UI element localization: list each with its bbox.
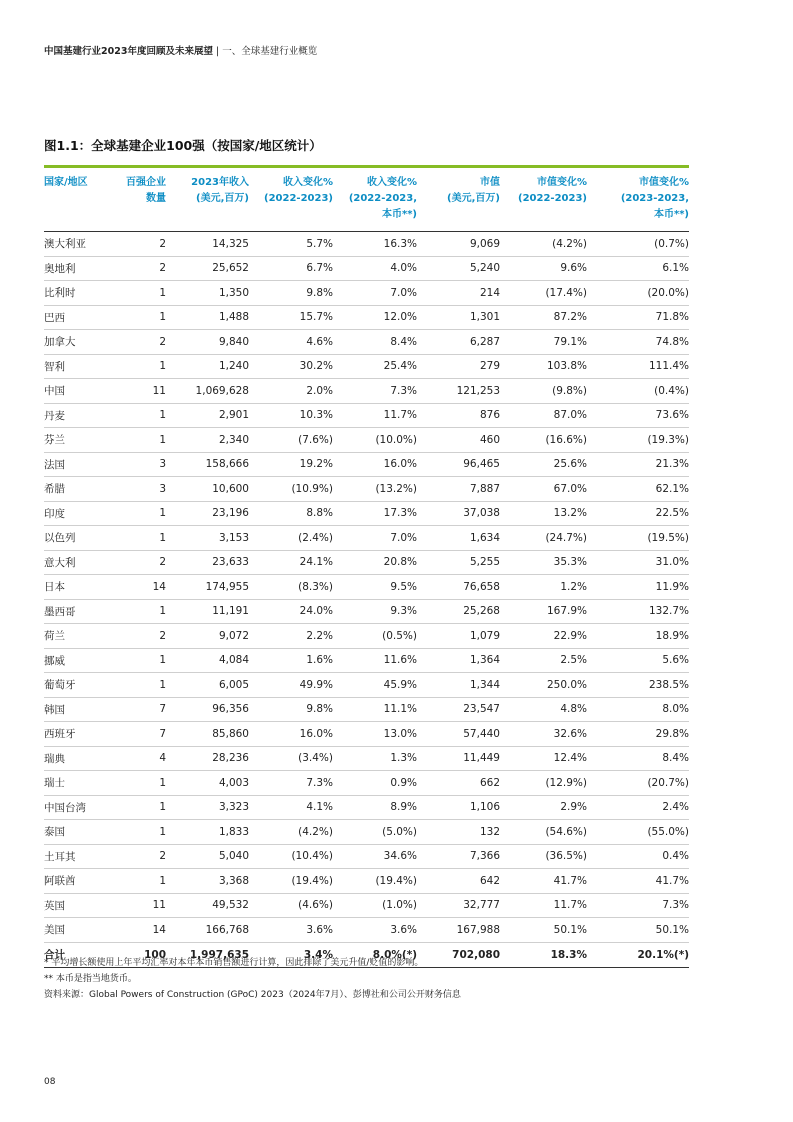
- table-cell: 1.6%: [249, 648, 333, 673]
- table-cell: 3: [112, 452, 166, 477]
- table-row: [44, 722, 689, 747]
- table-cell: (4.2%): [249, 820, 333, 845]
- country-table-container: [44, 165, 689, 968]
- table-cell: 32,777: [417, 893, 500, 918]
- table-row: [44, 452, 689, 477]
- table-cell: (9.8%): [500, 379, 587, 404]
- column-header: 市值变化% (2022-2023): [500, 168, 587, 232]
- table-cell: 20.1%(*): [587, 942, 689, 967]
- table-row: [44, 379, 689, 404]
- table-cell: 11.1%: [333, 697, 417, 722]
- table-cell: (20.7%): [587, 771, 689, 796]
- country-cell: 泰国: [44, 820, 112, 845]
- table-cell: 15.7%: [249, 305, 333, 330]
- table-cell: 1,079: [417, 624, 500, 649]
- table-cell: 96,356: [166, 697, 249, 722]
- country-cell: 印度: [44, 501, 112, 526]
- table-cell: 4,003: [166, 771, 249, 796]
- table-cell: (20.0%): [587, 281, 689, 306]
- table-row: [44, 771, 689, 796]
- country-cell: 挪威: [44, 648, 112, 673]
- column-header: 国家/地区: [44, 168, 112, 232]
- table-cell: 1: [112, 648, 166, 673]
- table-cell: 21.3%: [587, 452, 689, 477]
- table-cell: 9.6%: [500, 256, 587, 281]
- country-cell: 意大利: [44, 550, 112, 575]
- footnote-local-currency: ** 本币是指当地货币。: [44, 974, 137, 984]
- table-row: [44, 869, 689, 894]
- table-cell: 7.0%: [333, 526, 417, 551]
- table-cell: 214: [417, 281, 500, 306]
- table-cell: 2: [112, 232, 166, 257]
- table-cell: 7.0%: [333, 281, 417, 306]
- table-cell: 2,340: [166, 428, 249, 453]
- table-cell: 167,988: [417, 918, 500, 943]
- table-cell: 16.0%: [333, 452, 417, 477]
- table-cell: 11,449: [417, 746, 500, 771]
- table-cell: (4.2%): [500, 232, 587, 257]
- table-cell: 6,005: [166, 673, 249, 698]
- table-body: [44, 232, 689, 968]
- table-cell: 876: [417, 403, 500, 428]
- country-cell: 中国: [44, 379, 112, 404]
- table-cell: 23,547: [417, 697, 500, 722]
- table-cell: 9,072: [166, 624, 249, 649]
- table-cell: (10.4%): [249, 844, 333, 869]
- table-cell: (55.0%): [587, 820, 689, 845]
- table-cell: 7,366: [417, 844, 500, 869]
- country-cell: 澳大利亚: [44, 232, 112, 257]
- table-cell: 2.5%: [500, 648, 587, 673]
- table-cell: 5,040: [166, 844, 249, 869]
- header-separator: |: [212, 46, 223, 57]
- table-cell: 1.2%: [500, 575, 587, 600]
- table-cell: 23,633: [166, 550, 249, 575]
- table-row: [44, 354, 689, 379]
- country-table: [44, 168, 689, 968]
- table-cell: 8.9%: [333, 795, 417, 820]
- table-cell: 28,236: [166, 746, 249, 771]
- table-cell: 12.4%: [500, 746, 587, 771]
- column-header: 百强企业 数量: [112, 168, 166, 232]
- footnotes: [44, 955, 461, 1003]
- table-cell: 2: [112, 330, 166, 355]
- table-cell: 4: [112, 746, 166, 771]
- table-row: [44, 746, 689, 771]
- table-cell: (12.9%): [500, 771, 587, 796]
- country-cell: 阿联酋: [44, 869, 112, 894]
- table-cell: 4.1%: [249, 795, 333, 820]
- table-cell: 1: [112, 820, 166, 845]
- table-cell: 1: [112, 281, 166, 306]
- table-cell: 3.4%: [249, 942, 333, 967]
- table-row: [44, 918, 689, 943]
- table-cell: 1,240: [166, 354, 249, 379]
- table-cell: 1: [112, 428, 166, 453]
- table-row: [44, 501, 689, 526]
- table-cell: 3,368: [166, 869, 249, 894]
- table-cell: 3,153: [166, 526, 249, 551]
- table-cell: 6.1%: [587, 256, 689, 281]
- table-cell: 50.1%: [500, 918, 587, 943]
- table-cell: 41.7%: [500, 869, 587, 894]
- table-cell: (0.5%): [333, 624, 417, 649]
- table-cell: (2.4%): [249, 526, 333, 551]
- table-cell: (19.5%): [587, 526, 689, 551]
- country-cell: 英国: [44, 893, 112, 918]
- country-cell: 日本: [44, 575, 112, 600]
- table-cell: 10,600: [166, 477, 249, 502]
- table-cell: (0.4%): [587, 379, 689, 404]
- table-cell: 49.9%: [249, 673, 333, 698]
- table-cell: 1,364: [417, 648, 500, 673]
- table-row: [44, 428, 689, 453]
- table-cell: 2.2%: [249, 624, 333, 649]
- table-cell: 32.6%: [500, 722, 587, 747]
- column-header: 市值 (美元,百万): [417, 168, 500, 232]
- table-cell: 11: [112, 893, 166, 918]
- table-cell: 5.6%: [587, 648, 689, 673]
- table-cell: 4,084: [166, 648, 249, 673]
- table-cell: 25.6%: [500, 452, 587, 477]
- table-cell: 73.6%: [587, 403, 689, 428]
- table-cell: 74.8%: [587, 330, 689, 355]
- table-cell: 22.9%: [500, 624, 587, 649]
- country-cell: 合计: [44, 942, 112, 967]
- table-cell: (10.9%): [249, 477, 333, 502]
- table-cell: 9,840: [166, 330, 249, 355]
- table-cell: 8.0%: [587, 697, 689, 722]
- table-cell: 25.4%: [333, 354, 417, 379]
- table-cell: 3,323: [166, 795, 249, 820]
- table-cell: 103.8%: [500, 354, 587, 379]
- table-cell: 29.8%: [587, 722, 689, 747]
- table-cell: 35.3%: [500, 550, 587, 575]
- table-cell: 67.0%: [500, 477, 587, 502]
- table-cell: 2.9%: [500, 795, 587, 820]
- column-header: 2023年收入 (美元,百万): [166, 168, 249, 232]
- table-row: [44, 305, 689, 330]
- table-cell: (0.7%): [587, 232, 689, 257]
- table-cell: 10.3%: [249, 403, 333, 428]
- table-cell: (19.4%): [333, 869, 417, 894]
- table-cell: 7: [112, 697, 166, 722]
- table-cell: 87.0%: [500, 403, 587, 428]
- table-cell: 19.2%: [249, 452, 333, 477]
- table-cell: 25,652: [166, 256, 249, 281]
- table-row: [44, 281, 689, 306]
- footnote-average-growth: * 平均增长额使用上年平均汇率对本年本币销售额进行计算，因此排除了美元升值/贬值的影响。: [44, 958, 424, 968]
- table-cell: (16.6%): [500, 428, 587, 453]
- table-cell: 37,038: [417, 501, 500, 526]
- table-row: [44, 575, 689, 600]
- table-row: [44, 526, 689, 551]
- table-cell: 3: [112, 477, 166, 502]
- table-cell: 11,191: [166, 599, 249, 624]
- table-cell: 1: [112, 403, 166, 428]
- table-cell: 167.9%: [500, 599, 587, 624]
- table-cell: 20.8%: [333, 550, 417, 575]
- table-cell: 24.1%: [249, 550, 333, 575]
- table-cell: 1: [112, 305, 166, 330]
- section-title: 一、全球基建行业概览: [222, 46, 318, 57]
- country-cell: 墨西哥: [44, 599, 112, 624]
- table-cell: 41.7%: [587, 869, 689, 894]
- table-cell: (8.3%): [249, 575, 333, 600]
- table-cell: 14: [112, 575, 166, 600]
- table-cell: 1: [112, 599, 166, 624]
- table-cell: 9.8%: [249, 281, 333, 306]
- table-cell: 642: [417, 869, 500, 894]
- country-cell: 瑞士: [44, 771, 112, 796]
- table-cell: 2,901: [166, 403, 249, 428]
- table-cell: 1,301: [417, 305, 500, 330]
- table-cell: (36.5%): [500, 844, 587, 869]
- table-cell: 4.8%: [500, 697, 587, 722]
- country-cell: 奥地利: [44, 256, 112, 281]
- table-cell: 13.2%: [500, 501, 587, 526]
- table-cell: 166,768: [166, 918, 249, 943]
- country-cell: 葡萄牙: [44, 673, 112, 698]
- table-cell: 9,069: [417, 232, 500, 257]
- table-cell: 11: [112, 379, 166, 404]
- table-cell: 25,268: [417, 599, 500, 624]
- table-cell: (13.2%): [333, 477, 417, 502]
- table-row: [44, 820, 689, 845]
- table-cell: 23,196: [166, 501, 249, 526]
- table-cell: 2.4%: [587, 795, 689, 820]
- table-cell: 6.7%: [249, 256, 333, 281]
- table-cell: 24.0%: [249, 599, 333, 624]
- table-cell: 9.8%: [249, 697, 333, 722]
- running-header: [44, 43, 317, 57]
- table-cell: 8.8%: [249, 501, 333, 526]
- table-cell: 31.0%: [587, 550, 689, 575]
- table-cell: 111.4%: [587, 354, 689, 379]
- country-cell: 法国: [44, 452, 112, 477]
- table-cell: 87.2%: [500, 305, 587, 330]
- table-cell: 2: [112, 844, 166, 869]
- table-cell: 34.6%: [333, 844, 417, 869]
- table-cell: (24.7%): [500, 526, 587, 551]
- table-cell: 8.4%: [333, 330, 417, 355]
- table-cell: 5.7%: [249, 232, 333, 257]
- country-cell: 丹麦: [44, 403, 112, 428]
- table-cell: 1,488: [166, 305, 249, 330]
- table-cell: 14: [112, 918, 166, 943]
- column-header: 市值变化% (2023-2023, 本币**): [587, 168, 689, 232]
- table-cell: 1: [112, 526, 166, 551]
- table-cell: 121,253: [417, 379, 500, 404]
- table-cell: 1.3%: [333, 746, 417, 771]
- table-cell: 57,440: [417, 722, 500, 747]
- table-cell: 45.9%: [333, 673, 417, 698]
- table-cell: 1: [112, 869, 166, 894]
- table-cell: 17.3%: [333, 501, 417, 526]
- table-cell: 16.0%: [249, 722, 333, 747]
- table-cell: 7,887: [417, 477, 500, 502]
- table-cell: 76,658: [417, 575, 500, 600]
- country-cell: 美国: [44, 918, 112, 943]
- table-header-row: [44, 168, 689, 232]
- table-cell: (1.0%): [333, 893, 417, 918]
- table-row: [44, 648, 689, 673]
- table-cell: 2: [112, 256, 166, 281]
- table-cell: 2: [112, 624, 166, 649]
- country-cell: 智利: [44, 354, 112, 379]
- table-cell: 3.6%: [249, 918, 333, 943]
- table-cell: 100: [112, 942, 166, 967]
- table-cell: 22.5%: [587, 501, 689, 526]
- table-cell: (17.4%): [500, 281, 587, 306]
- column-header: 收入变化% (2022-2023, 本币**): [333, 168, 417, 232]
- table-cell: 1: [112, 771, 166, 796]
- table-cell: 1,350: [166, 281, 249, 306]
- table-row: [44, 844, 689, 869]
- table-row: [44, 599, 689, 624]
- table-row: [44, 477, 689, 502]
- table-cell: 13.0%: [333, 722, 417, 747]
- table-cell: 18.9%: [587, 624, 689, 649]
- table-cell: 30.2%: [249, 354, 333, 379]
- table-row: [44, 256, 689, 281]
- country-cell: 希腊: [44, 477, 112, 502]
- table-cell: 4.0%: [333, 256, 417, 281]
- country-cell: 荷兰: [44, 624, 112, 649]
- table-cell: 14,325: [166, 232, 249, 257]
- table-cell: 0.4%: [587, 844, 689, 869]
- table-row: [44, 697, 689, 722]
- table-cell: 4.6%: [249, 330, 333, 355]
- table-cell: 279: [417, 354, 500, 379]
- table-cell: 1,833: [166, 820, 249, 845]
- table-cell: 2.0%: [249, 379, 333, 404]
- table-row: [44, 403, 689, 428]
- column-header: 收入变化% (2022-2023): [249, 168, 333, 232]
- table-cell: 7.3%: [333, 379, 417, 404]
- table-row: [44, 795, 689, 820]
- table-cell: 3.6%: [333, 918, 417, 943]
- table-cell: 1,106: [417, 795, 500, 820]
- table-cell: 2: [112, 550, 166, 575]
- table-cell: 1,344: [417, 673, 500, 698]
- table-row: [44, 232, 689, 257]
- table-cell: 18.3%: [500, 942, 587, 967]
- table-cell: 12.0%: [333, 305, 417, 330]
- table-cell: 7.3%: [249, 771, 333, 796]
- table-cell: 662: [417, 771, 500, 796]
- table-cell: 0.9%: [333, 771, 417, 796]
- table-cell: 1: [112, 795, 166, 820]
- table-cell: 9.5%: [333, 575, 417, 600]
- country-cell: 中国台湾: [44, 795, 112, 820]
- table-cell: (19.4%): [249, 869, 333, 894]
- country-cell: 瑞典: [44, 746, 112, 771]
- table-cell: 11.6%: [333, 648, 417, 673]
- table-cell: 11.7%: [500, 893, 587, 918]
- table-cell: 460: [417, 428, 500, 453]
- table-cell: (7.6%): [249, 428, 333, 453]
- data-source: 资料来源：Global Powers of Construction (GPoC) 2023（2024年7月）、彭博社和公司公开财务信息: [44, 990, 461, 1000]
- table-cell: 158,666: [166, 452, 249, 477]
- country-cell: 比利时: [44, 281, 112, 306]
- table-cell: 49,532: [166, 893, 249, 918]
- table-cell: 8.0%(*): [333, 942, 417, 967]
- table-cell: 7.3%: [587, 893, 689, 918]
- table-cell: 6,287: [417, 330, 500, 355]
- table-cell: 7: [112, 722, 166, 747]
- table-cell: (10.0%): [333, 428, 417, 453]
- country-cell: 以色列: [44, 526, 112, 551]
- table-cell: 9.3%: [333, 599, 417, 624]
- table-cell: 1: [112, 354, 166, 379]
- table-cell: 5,240: [417, 256, 500, 281]
- table-cell: 132: [417, 820, 500, 845]
- table-row: [44, 893, 689, 918]
- table-cell: (3.4%): [249, 746, 333, 771]
- table-row: [44, 550, 689, 575]
- table-cell: (54.6%): [500, 820, 587, 845]
- table-row: [44, 624, 689, 649]
- table-cell: 1,997,635: [166, 942, 249, 967]
- table-cell: 50.1%: [587, 918, 689, 943]
- country-cell: 土耳其: [44, 844, 112, 869]
- table-cell: 71.8%: [587, 305, 689, 330]
- table-cell: 250.0%: [500, 673, 587, 698]
- table-cell: 238.5%: [587, 673, 689, 698]
- table-cell: 1: [112, 501, 166, 526]
- table-cell: 96,465: [417, 452, 500, 477]
- table-cell: (19.3%): [587, 428, 689, 453]
- table-row: [44, 673, 689, 698]
- country-cell: 巴西: [44, 305, 112, 330]
- table-cell: 1: [112, 673, 166, 698]
- table-cell: (5.0%): [333, 820, 417, 845]
- table-row: [44, 330, 689, 355]
- country-cell: 韩国: [44, 697, 112, 722]
- report-title: 中国基建行业2023年度回顾及未来展望: [44, 46, 213, 57]
- page-number: 08: [44, 1077, 56, 1087]
- country-cell: 西班牙: [44, 722, 112, 747]
- table-cell: 85,860: [166, 722, 249, 747]
- figure-title: 图1.1：全球基建企业100强（按国家/地区统计）: [44, 138, 322, 153]
- table-cell: 132.7%: [587, 599, 689, 624]
- table-cell: 79.1%: [500, 330, 587, 355]
- table-cell: 11.9%: [587, 575, 689, 600]
- table-cell: 11.7%: [333, 403, 417, 428]
- table-cell: 8.4%: [587, 746, 689, 771]
- table-cell: 1,069,628: [166, 379, 249, 404]
- country-cell: 芬兰: [44, 428, 112, 453]
- table-cell: 62.1%: [587, 477, 689, 502]
- table-cell: 702,080: [417, 942, 500, 967]
- table-cell: 16.3%: [333, 232, 417, 257]
- table-cell: (4.6%): [249, 893, 333, 918]
- table-cell: 5,255: [417, 550, 500, 575]
- country-cell: 加拿大: [44, 330, 112, 355]
- table-cell: 174,955: [166, 575, 249, 600]
- table-cell: 1,634: [417, 526, 500, 551]
